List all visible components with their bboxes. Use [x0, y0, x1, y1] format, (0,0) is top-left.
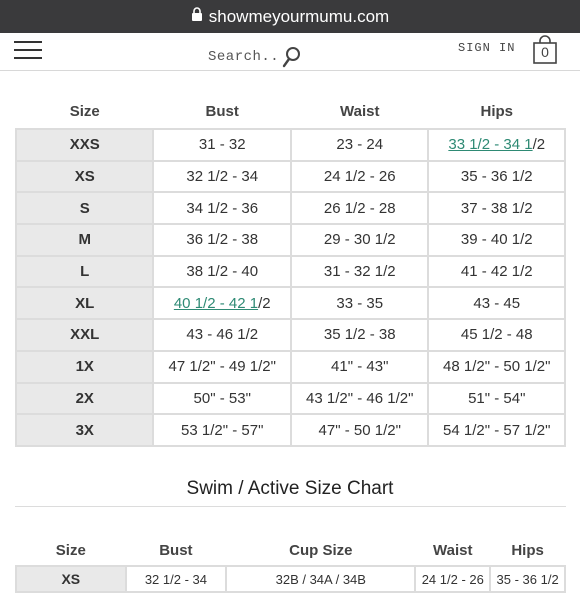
table-row: [16, 319, 565, 351]
column-header-cup-size: Cup Size: [289, 541, 353, 559]
column-header-waist: Waist: [433, 541, 473, 559]
site-header: [0, 33, 580, 71]
table-row: [16, 414, 565, 446]
waist-cell: 26 1/2 - 28: [291, 192, 429, 224]
column-header-bust: Bust: [159, 541, 193, 559]
waist-cell: 24 1/2 - 26: [291, 161, 429, 193]
hips-cell: 39 - 40 1/2: [428, 224, 565, 256]
column-header-bust: Bust: [205, 103, 239, 120]
cart-button[interactable]: [532, 35, 558, 65]
hips-cell: 35 - 36 1/2: [428, 161, 565, 193]
bust-link-rest: /2: [258, 294, 271, 312]
column-header-hips: Hips: [511, 541, 544, 559]
url-text: showmeyourmumu.com: [208, 6, 390, 26]
table-row: [16, 351, 565, 383]
column-header-waist: Waist: [340, 103, 380, 120]
waist-cell: 43 1/2" - 46 1/2": [291, 383, 429, 415]
hips-link[interactable]: 33 1/2 - 34 1: [448, 136, 533, 154]
browser-url-bar[interactable]: [0, 0, 580, 33]
hips-cell: 48 1/2" - 50 1/2": [428, 351, 565, 383]
size-cell: XXS: [16, 129, 153, 161]
table-row: [16, 256, 565, 288]
size-cell: 1X: [16, 351, 153, 383]
bust-cell: 32 1/2 - 34: [126, 566, 227, 592]
waist-cell: 31 - 32 1/2: [291, 256, 429, 288]
table-row: [16, 161, 565, 193]
search-icon[interactable]: [282, 46, 302, 68]
hips-cell: [428, 129, 565, 161]
waist-cell: 33 - 35: [291, 287, 429, 319]
hips-cell: 43 - 45: [428, 287, 565, 319]
bust-cell: 31 - 32: [153, 129, 290, 161]
section-divider: [15, 506, 566, 507]
swim-chart-title: Swim / Active Size Chart: [186, 478, 394, 499]
size-cell: XL: [16, 287, 153, 319]
table-header-row: [16, 535, 565, 566]
size-cell: 2X: [16, 383, 153, 415]
bust-cell: 38 1/2 - 40: [153, 256, 290, 288]
size-chart-table: [15, 95, 566, 447]
table-row: [16, 383, 565, 415]
search-bar: [208, 45, 302, 69]
waist-cell: 47" - 50 1/2": [291, 414, 429, 446]
hips-cell: 45 1/2 - 48: [428, 319, 565, 351]
hips-cell: 37 - 38 1/2: [428, 192, 565, 224]
waist-cell: 35 1/2 - 38: [291, 319, 429, 351]
table-row: [16, 129, 565, 161]
cart-count: 0: [541, 44, 549, 60]
hips-cell: 54 1/2" - 57 1/2": [428, 414, 565, 446]
bust-cell: 36 1/2 - 38: [153, 224, 290, 256]
size-cell: S: [16, 192, 153, 224]
bust-cell: 53 1/2" - 57": [153, 414, 290, 446]
waist-cell: 23 - 24: [291, 129, 429, 161]
size-cell: XS: [16, 161, 153, 193]
column-header-size: Size: [55, 541, 86, 559]
bust-cell: 47 1/2" - 49 1/2": [153, 351, 290, 383]
column-header-hips: Hips: [480, 103, 513, 120]
bust-cell: 34 1/2 - 36: [153, 192, 290, 224]
sign-in-link[interactable]: SIGN IN: [458, 41, 516, 55]
bust-cell: [153, 287, 290, 319]
size-cell: XXL: [16, 319, 153, 351]
waist-cell: 29 - 30 1/2: [291, 224, 429, 256]
search-input[interactable]: [208, 49, 278, 65]
column-header-size: Size: [69, 103, 100, 120]
bust-cell: 32 1/2 - 34: [153, 161, 290, 193]
table-row: [16, 224, 565, 256]
hips-cell: 41 - 42 1/2: [428, 256, 565, 288]
cup-size-cell: 32B / 34A / 34B: [226, 566, 415, 592]
table-row: [16, 192, 565, 224]
hips-cell: 35 - 36 1/2: [490, 566, 565, 592]
size-cell: M: [16, 224, 153, 256]
waist-cell: 41" - 43": [291, 351, 429, 383]
table-row: [16, 287, 565, 319]
bust-cell: 50" - 53": [153, 383, 290, 415]
swim-size-chart-table: [15, 535, 566, 593]
table-header-row: [16, 95, 565, 129]
size-cell: L: [16, 256, 153, 288]
size-cell: 3X: [16, 414, 153, 446]
hips-cell: 51" - 54": [428, 383, 565, 415]
lock-icon: [191, 7, 203, 27]
bust-cell: 43 - 46 1/2: [153, 319, 290, 351]
waist-cell: 24 1/2 - 26: [415, 566, 490, 592]
bust-link[interactable]: 40 1/2 - 42 1: [173, 294, 259, 312]
hamburger-menu-icon[interactable]: [14, 39, 44, 61]
hips-link-rest: /2: [532, 136, 546, 154]
table-row: [16, 566, 565, 592]
size-cell: XS: [16, 566, 126, 592]
